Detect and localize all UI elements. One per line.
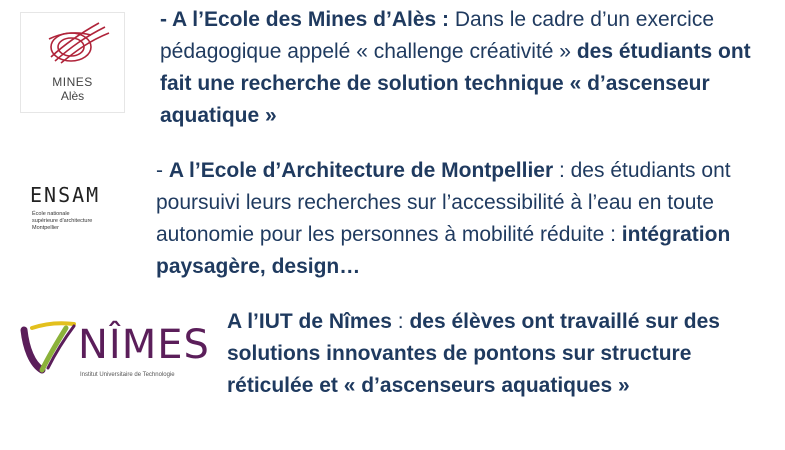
ales-logo-text: Alès <box>60 89 85 103</box>
ensam-logo-text: ENSAM <box>30 183 101 207</box>
ensam-dash: - <box>156 159 169 182</box>
unimes-logo-text: NÎMES <box>78 322 210 368</box>
mines-lead: - A l’Ecole des Mines d’Alès : <box>160 8 450 31</box>
mines-paragraph <box>160 4 770 132</box>
ensam-logo <box>30 183 130 253</box>
ensam-paragraph <box>156 155 776 283</box>
iut-normal-text: : <box>391 310 410 333</box>
unimes-emblem-icon <box>18 318 80 378</box>
iut-bold-text: des élèves ont travaillé sur des solutions innovantes de pontons sur structure réticulée et « d’ascenseurs aquatiques » <box>227 310 720 397</box>
mines-normal-text: Dans le cadre d’un exercice pédagogique appelé « challenge créativité » <box>160 8 715 63</box>
ensam-logo-sub1: École nationale <box>32 211 70 217</box>
ensam-logo-sub2: supérieure d'architecture <box>32 218 93 224</box>
ensam-normal-text: : des étudiants ont poursuivi leurs recherches sur l’accessibilité à l’eau en toute autonomie pour les personnes à mobilité réduite : <box>156 159 731 246</box>
ensam-lead: A l’Ecole d’Architecture de Montpellier <box>168 159 554 182</box>
iut-lead: A l’IUT de Nîmes <box>227 310 392 333</box>
mines-emblem-icon <box>21 13 124 75</box>
iut-paragraph <box>227 306 772 402</box>
mines-bold-text: des étudiants ont fait une recherche de solution technique « d’ascenseur aquatique » <box>160 40 751 127</box>
ensam-bold-text: intégration paysagère, design… <box>156 223 731 278</box>
unimes-logo-sub: Institut Universitaire de Technologie <box>80 372 175 378</box>
ensam-logo-sub3: Montpellier <box>32 225 59 231</box>
unimes-logo <box>18 318 210 390</box>
mines-logo-text: MINES <box>52 75 93 89</box>
mines-ales-logo <box>20 12 125 113</box>
